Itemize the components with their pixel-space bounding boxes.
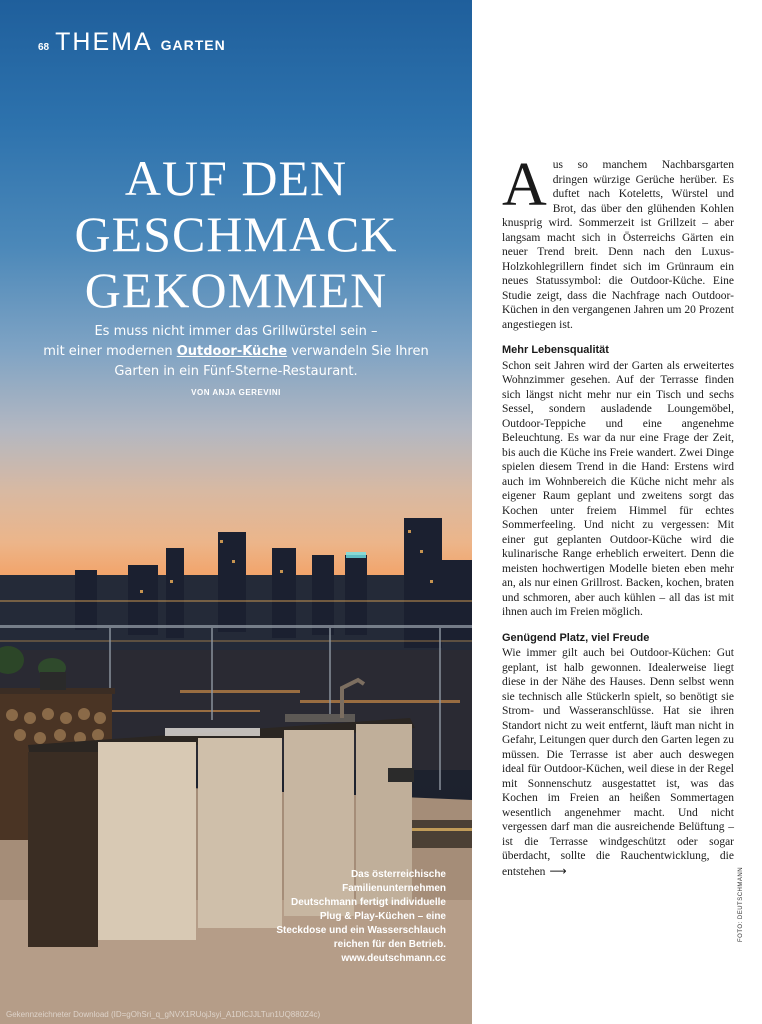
author-byline: VON ANJA GEREVINI — [191, 388, 281, 397]
article-body — [502, 151, 734, 879]
subline-part-1: Es muss nicht immer das Grillwürstel sein – — [94, 324, 378, 339]
subline-part-4: Garten in ein Fünf-Sterne-Restaurant. — [114, 364, 358, 379]
paragraph-1: Schon seit Jahren wird der Garten als erweitertes Wohnzimmer gesehen. Auf der Terrasse finden sich längst nicht mehr nur ein Tisch und sechs Sessel, sondern ausladende Loungemöbel, Outdoor-Teppiche und eine angenehme Beleuchtung. Es war da nur eine Frage der Zeit, bis auch die Küche ins Freie wandert. Zwei Dinge spielen diesem Trend in die Hand: Erstens wird auch im Wohnbereich die Küche nicht mehr als eigener Raum geplant und zweitens sorgt das Kochen unter freiem Himmel für echtes Sommerfeeling. Und nicht zu vergessen: Mit einer gut geplanten Outdoor-Küche wird die kulinarische Range erheblich erweitert. Denn die meisten hochwertigen Modelle bieten eben mehr an, als nur einen Grillrost. Backen, kochen, braten und schmoren, aber auch kühlen – all das ist mit ihnen auch im Freien möglich. — [502, 359, 734, 618]
download-watermark: Gekennzeichneter Download (ID=gOhSri_q_gNVX1RUojJsyi_A1DlCJJLTun1UQ880Z4c) — [6, 1010, 321, 1019]
section-header — [38, 28, 226, 57]
city-skyline — [0, 518, 472, 655]
section-label: THEMA — [55, 28, 153, 56]
continue-arrow-icon: ⟶ — [549, 863, 567, 878]
subheading-1: Mehr Lebensqualität — [502, 344, 609, 356]
paragraph-2-text: Wie immer gilt auch bei Outdoor-Küchen: Gut geplant, ist halb gewonnen. Idealerweise liegt diese in der Nähe des Hauses. Denn selbst wenn sie technisch alle Stückerln spielt, so benötigt sie Strom- und Wasseranschlüsse. Hat sie ihren Standort nicht zu weit entfernt, läuft man nicht in Gefahr, Leitungen quer durch den Garten legen zu müssen. Die Terrasse ist aber auch deswegen ideal für Outdoor-Küchen, weil diese in der Regel mit Sonnenschutz ausgestattet ist, was das Kochen im Freien an heißen Sommertagen wesentlich angenehmer macht. Und nicht vergessen darf man die ausreichende Belüftung – ist die Terrasse windgeschützt oder sogar überdacht, sollte die Rauchentwicklung, die entstehen — [502, 647, 734, 878]
subline-highlight: Outdoor-Küche — [176, 344, 288, 359]
article-headline — [30, 150, 442, 318]
photo-credit: FOTO: DEUTSCHMANN — [738, 866, 744, 942]
photo-caption: Das österreichische Familienunternehmen Deutschmann fertigt individuelle Plug & Play-Küchen – eine Steckdose und ein Wasserschlauch reichen für den Betrieb. www.deutschmann.cc — [276, 869, 446, 964]
subsection-label: GARTEN — [160, 37, 226, 53]
article-subline — [40, 322, 432, 382]
page-number: 68 — [38, 42, 50, 53]
subline-part-2: mit einer modernen — [43, 344, 177, 359]
drop-cap: A — [502, 151, 547, 219]
subline-part-3: verwandeln Sie Ihren — [287, 344, 429, 359]
intro-text: us so manchem Nachbarsgarten dringen würzige Gerüche herüber. Es duftet nach Koteletts, Würstel und Brot, das über den glühenden Kohlen knusprig wird. Sommerzeit ist Grillzeit – aber langsam macht sich in Österreichs Gärten ein neuer Trend breit. Denn nach den Luxus-Holzkohlegrillern findet sich im Grünraum ein neues Statussymbol: die Outdoor-Küche. Eine Studie zeigt, dass die Nachfrage nach Outdoor-Küchen in den vergangenen Jahren um 20 Prozent angestiegen ist. — [502, 159, 734, 331]
headline-line-1: AUF DEN — [124, 150, 348, 206]
headline-line-2: GESCHMACK — [74, 206, 398, 262]
subheading-2: Genügend Platz, viel Freude — [502, 631, 650, 644]
paragraph-2 — [502, 646, 734, 879]
intro-paragraph — [502, 151, 734, 332]
headline-line-3: GEKOMMEN — [84, 262, 388, 318]
